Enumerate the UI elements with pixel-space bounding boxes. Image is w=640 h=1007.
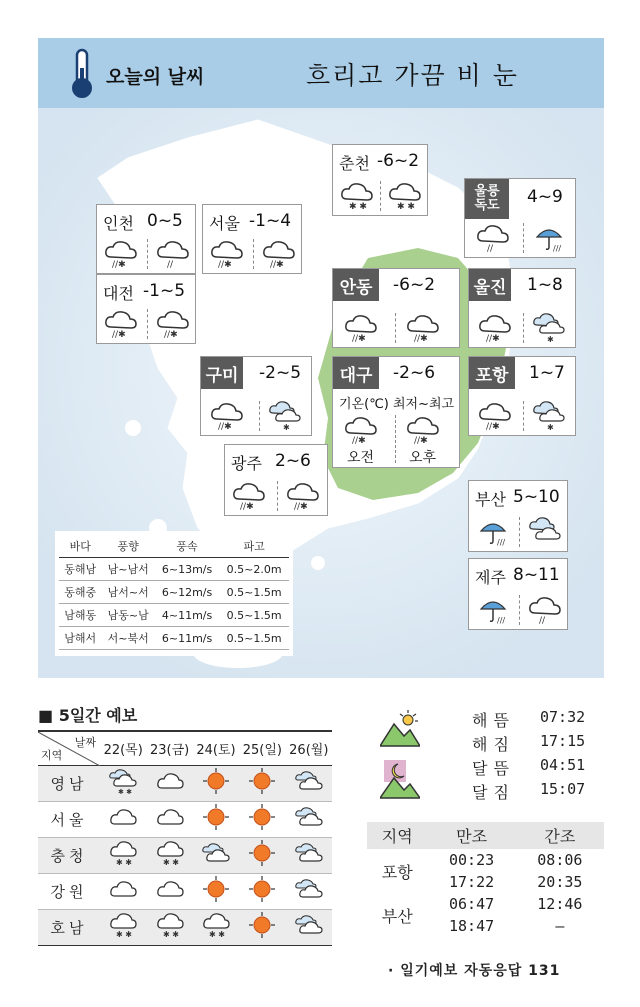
- phone-info: · 일기예보 자동응답 131: [388, 963, 561, 979]
- forecast-row: [38, 873, 332, 909]
- cloud-rain-snow-icon: [103, 307, 139, 339]
- city-box-andong: [332, 268, 460, 348]
- sea-cell: 서~북서: [101, 627, 154, 650]
- svg-text://✱: //✱: [486, 422, 500, 431]
- sea-cell: 남~남서: [101, 558, 154, 581]
- high-tide: 18:47: [448, 917, 495, 935]
- city-temp: 0~5: [147, 211, 183, 231]
- day-header: 23(금): [146, 731, 192, 765]
- sunrise-time: 07:32: [540, 708, 586, 726]
- sea-cell: 6~13m/s: [155, 558, 219, 581]
- svg-text:✱ ✱: ✱ ✱: [116, 858, 133, 866]
- panel-header: [38, 38, 604, 108]
- svg-text://✱: //✱: [294, 502, 308, 511]
- moonrise-time: 04:51: [540, 756, 586, 774]
- day-header: 26(월): [286, 731, 332, 765]
- city-box-pohang: [468, 356, 576, 436]
- svg-text://: //: [487, 244, 494, 253]
- svg-text:✱ ✱: ✱ ✱: [162, 930, 179, 938]
- city-tag: 구미: [201, 357, 243, 389]
- city-tag: 포항: [469, 357, 515, 389]
- forecast-row: [38, 801, 332, 837]
- cloud-rain-snow-icon: [209, 237, 245, 269]
- sea-conditions-table: [55, 531, 293, 656]
- city-box-gwangju: [224, 444, 328, 516]
- svg-text:✱ ✱: ✱ ✱: [118, 788, 133, 794]
- forecast-body: [38, 765, 332, 945]
- cloud-dual-snow-icon: [267, 399, 303, 431]
- svg-text://: //: [539, 616, 546, 625]
- region-name: 충청: [38, 837, 100, 873]
- high-tide: 06:47: [448, 895, 495, 913]
- corner-top: 날짜: [74, 736, 96, 749]
- city-box-jeju: [468, 558, 568, 630]
- low-tide: 12:46: [537, 895, 583, 913]
- tide-row: [367, 849, 604, 871]
- city-tag: 울진: [469, 269, 511, 301]
- svg-text:✱ ✱: ✱ ✱: [208, 930, 225, 938]
- city-box-ulleung: [464, 178, 576, 258]
- cloud-snow-icon: [100, 909, 146, 945]
- cloud-dual-snow-icon: [531, 311, 567, 343]
- cloud-icon: [146, 873, 192, 909]
- cloud-rain-icon: [527, 593, 563, 625]
- sun-cloud-icon: [286, 837, 332, 873]
- region-name: 영남: [38, 765, 100, 801]
- city-name: 제주: [475, 568, 506, 587]
- city-tag: 안동: [333, 269, 379, 301]
- cloud-snow-icon: [193, 909, 239, 945]
- svg-text:✱ ✱: ✱ ✱: [162, 858, 179, 866]
- sun-cloud-snow-icon: [100, 765, 146, 801]
- cloud-rain-snow-icon: [155, 307, 191, 339]
- weather-map-panel: [38, 38, 604, 678]
- city-temp: -1~4: [249, 211, 292, 231]
- sunrise-label: 해뜸: [472, 711, 515, 730]
- city-temp: 2~6: [275, 451, 311, 471]
- sunset-time: 17:15: [540, 732, 586, 750]
- sea-row: [59, 558, 289, 581]
- sun-icon: [239, 837, 285, 873]
- umbrella-rain-icon: [531, 221, 567, 253]
- city-temp: -2~6: [393, 363, 436, 383]
- tide-city: 부산: [381, 908, 413, 926]
- tide-header: 만조: [427, 822, 515, 849]
- city-name: 인천: [103, 214, 134, 233]
- city-temp: -6~2: [393, 275, 436, 295]
- forecast-row: [38, 909, 332, 945]
- sea-cell: 동해남: [59, 558, 101, 581]
- header-label: 오늘의 날씨: [106, 66, 205, 88]
- cloud-rain-snow-icon: [405, 311, 441, 343]
- sea-cell: 6~11m/s: [155, 627, 219, 650]
- city-name: 부산: [475, 490, 506, 509]
- cloud-icon: [146, 801, 192, 837]
- cloud-rain-snow-icon: [285, 479, 321, 511]
- city-box-busan: [468, 480, 568, 552]
- cloud-rain-snow-icon: [103, 237, 139, 269]
- svg-text://✱: //✱: [164, 330, 178, 339]
- sea-row: [59, 627, 289, 650]
- forecast-table: [38, 730, 332, 946]
- forecast-row: [38, 837, 332, 873]
- temp-note: 기온(℃) 최저~최고: [339, 397, 455, 412]
- cloud-snow-icon: [146, 909, 192, 945]
- sun-icon: [193, 765, 239, 801]
- sun-icon: [239, 873, 285, 909]
- sun-icon: [239, 765, 285, 801]
- svg-text:///: ///: [553, 244, 562, 253]
- tide-city: 포항: [381, 864, 413, 882]
- city-temp: -1~5: [143, 281, 186, 301]
- sea-row: [59, 604, 289, 627]
- sunset-label: 해짐: [472, 735, 515, 754]
- svg-text://✱: //✱: [270, 260, 284, 269]
- city-name: 대전: [103, 284, 134, 303]
- svg-text://✱: //✱: [112, 260, 126, 269]
- region-name: 서울: [38, 801, 100, 837]
- region-name: 강원: [38, 873, 100, 909]
- sun-cloud-icon: [286, 873, 332, 909]
- cloud-snow-icon: [339, 179, 375, 211]
- svg-text://✱: //✱: [218, 260, 232, 269]
- sea-cell: 남동~남: [101, 604, 154, 627]
- low-tide: –: [555, 917, 565, 935]
- svg-text://✱: //✱: [414, 334, 428, 343]
- cloud-dual-snow-icon: [531, 399, 567, 431]
- city-box-daegu: [332, 356, 460, 468]
- city-box-daejeon: [96, 274, 196, 344]
- day-header: 22(목): [100, 731, 146, 765]
- tide-table: [367, 822, 604, 937]
- svg-text://✱: //✱: [240, 502, 254, 511]
- weather-condition: 흐리고 가끔 비 눈: [306, 61, 519, 90]
- svg-text:///: ///: [497, 616, 506, 625]
- svg-text:✱: ✱: [547, 423, 554, 431]
- city-temp: 4~9: [527, 187, 563, 207]
- city-box-seoul: [202, 204, 302, 274]
- svg-text://✱: //✱: [352, 436, 366, 445]
- sea-header: 바다: [59, 535, 101, 558]
- cloud-icon: [100, 801, 146, 837]
- cloud-snow-icon: [387, 179, 423, 211]
- svg-text://✱: //✱: [414, 436, 428, 445]
- sea-cell: 4~11m/s: [155, 604, 219, 627]
- sun-icon: [193, 801, 239, 837]
- cloud-rain-snow-icon: [477, 311, 513, 343]
- day-header: 25(일): [239, 731, 285, 765]
- svg-text:✱ ✱: ✱ ✱: [397, 202, 415, 211]
- am-label: 오전: [347, 450, 375, 466]
- sea-cell: 0.5~1.5m: [219, 581, 289, 604]
- svg-text://✱: //✱: [218, 422, 232, 431]
- cloud-rain-snow-icon: [261, 237, 297, 269]
- moonrise-label: 달뜸: [472, 759, 515, 778]
- svg-text:✱ ✱: ✱ ✱: [116, 930, 133, 938]
- umbrella-rain-icon: [475, 593, 511, 625]
- svg-text:///: ///: [497, 538, 506, 547]
- cloud-snow-icon: [146, 837, 192, 873]
- cloud-rain-snow-icon: [477, 399, 513, 431]
- sun-cloud-icon: [286, 801, 332, 837]
- corner-cell: [38, 731, 100, 765]
- cloud-dual-icon: [527, 515, 563, 547]
- cloud-snow-icon: [100, 837, 146, 873]
- forecast-title: ■ 5일간 예보: [38, 706, 138, 725]
- high-tide: 17:22: [448, 873, 495, 891]
- city-box-incheon: [96, 204, 196, 274]
- svg-text:✱: ✱: [283, 423, 290, 431]
- cloud-rain-icon: [475, 221, 511, 253]
- moonset-label: 달짐: [472, 783, 515, 802]
- sea-header: 파고: [219, 535, 289, 558]
- sea-cell: 동해중: [59, 581, 101, 604]
- city-name: 춘천: [339, 154, 370, 173]
- sun-cloud-icon: [193, 837, 239, 873]
- tide-header: 간조: [516, 822, 604, 849]
- high-tide: 00:23: [448, 851, 495, 869]
- city-box-uljin: [468, 268, 576, 348]
- city-name: 서울: [209, 214, 240, 233]
- low-tide: 08:06: [537, 851, 583, 869]
- city-box-gumi: [200, 356, 312, 436]
- day-header: 24(토): [193, 731, 239, 765]
- svg-text:✱: ✱: [547, 335, 554, 343]
- city-temp: -2~5: [259, 363, 302, 383]
- region-name: 호남: [38, 909, 100, 945]
- svg-text://✱: //✱: [486, 334, 500, 343]
- sea-cell: 6~12m/s: [155, 581, 219, 604]
- cloud-rain-snow-icon: [343, 413, 379, 445]
- cloud-rain-snow-icon: [405, 413, 441, 445]
- sea-header: 풍속: [155, 535, 219, 558]
- corner-bottom: 지역: [41, 748, 63, 762]
- cloud-rain-snow-icon: [209, 399, 245, 431]
- cloud-icon: [146, 765, 192, 801]
- sea-cell: 남서~서: [101, 581, 154, 604]
- moonset-time: 15:07: [540, 780, 586, 798]
- city-temp: 5~10: [513, 487, 560, 507]
- cloud-rain-snow-icon: [231, 479, 267, 511]
- forecast-row: [38, 765, 332, 801]
- pm-label: 오후: [409, 450, 437, 466]
- city-temp: -6~2: [377, 151, 420, 171]
- tide-header: 지역: [367, 822, 427, 849]
- sun-cloud-icon: [286, 909, 332, 945]
- sea-row: [59, 581, 289, 604]
- svg-text:✱ ✱: ✱ ✱: [349, 202, 367, 211]
- svg-text://✱: //✱: [352, 334, 366, 343]
- cloud-icon: [100, 873, 146, 909]
- city-temp: 1~7: [529, 363, 565, 383]
- city-name: 광주: [231, 454, 262, 473]
- low-tide: 20:35: [537, 873, 583, 891]
- tide-row: [367, 893, 604, 915]
- sun-icon: [239, 909, 285, 945]
- sun-icon: [239, 801, 285, 837]
- sea-cell: 남해서: [59, 627, 101, 650]
- city-tag: 울릉 독도: [465, 179, 509, 219]
- sea-cell: 0.5~2.0m: [219, 558, 289, 581]
- sea-header: 풍향: [101, 535, 154, 558]
- city-box-chuncheon: [332, 144, 428, 216]
- city-temp: 8~11: [513, 565, 560, 585]
- svg-text://: //: [167, 260, 174, 269]
- city-tag: 대구: [333, 357, 379, 389]
- umbrella-rain-icon: [475, 515, 511, 547]
- cloud-rain-icon: [155, 237, 191, 269]
- sun-cloud-icon: [286, 765, 332, 801]
- sea-cell: 남해동: [59, 604, 101, 627]
- sea-cell: 0.5~1.5m: [219, 627, 289, 650]
- sun-icon: [193, 873, 239, 909]
- city-temp: 1~8: [527, 275, 563, 295]
- sea-cell: 0.5~1.5m: [219, 604, 289, 627]
- svg-text://✱: //✱: [112, 330, 126, 339]
- cloud-rain-snow-icon: [343, 311, 379, 343]
- thermometer-icon: [68, 48, 96, 100]
